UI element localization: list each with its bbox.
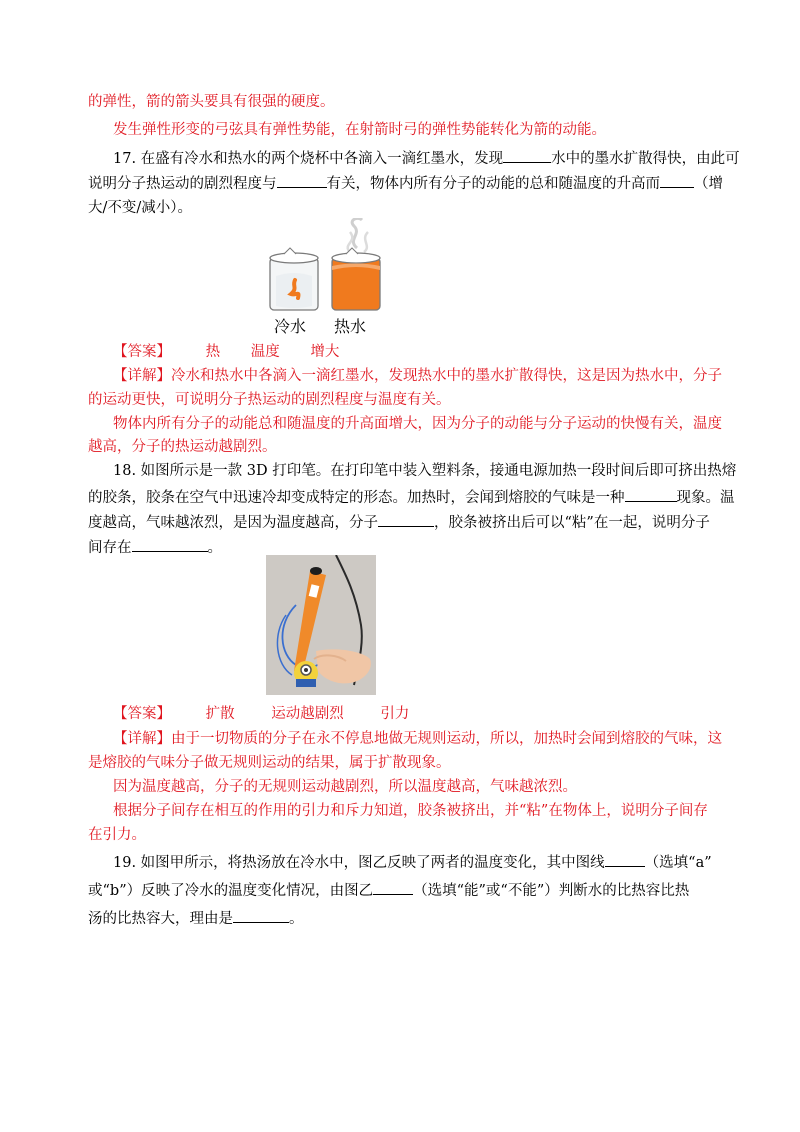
3d-pen-photo xyxy=(266,555,376,695)
continued-explanation: 的弹性，箭的箭头要具有很强的硬度。 xyxy=(88,94,335,110)
question-17-line-3: 大/不变/减小）。 xyxy=(88,200,193,216)
detail-label: 【详解】 xyxy=(113,368,171,384)
question-17-line-1: 17. 在盛有冷水和热水的两个烧杯中各滴入一滴红墨水，发现 水中的墨水扩散得快，由此可 xyxy=(113,148,753,169)
detail-18-line-3: 因为温度越高，分子的无规则运动越剧烈，所以温度越高，气味越浓烈。 xyxy=(113,779,577,795)
answer-blank[interactable] xyxy=(373,880,413,895)
answer-label: 【答案】 xyxy=(113,344,171,360)
hot-water-label: 热水 xyxy=(334,317,367,336)
question-19-line-1: 19. 如图甲所示，将热汤放在冷水中，图乙反映了两者的温度变化，其中图线 （选填“a” xyxy=(113,852,753,873)
question-18-line-4: 间存在 。 xyxy=(88,537,728,558)
cold-water-label: 冷水 xyxy=(274,317,307,336)
answer-value: 温度 xyxy=(250,344,280,360)
detail-17-line-3: 物体内所有分子的动能总和随温度的升高面增大，因为分子的动能与分子运动的快慢有关，温度 xyxy=(113,416,722,432)
explanation-line: 发生弹性形变的弓弦具有弹性势能，在射箭时弓的弹性势能转化为箭的动能。 xyxy=(113,122,606,138)
answer-value: 热 xyxy=(205,344,221,360)
detail-18-line-2: 是熔胶的气味分子做无规则运动的结果，属于扩散现象。 xyxy=(88,755,451,771)
detail-17-line-2: 的运动更快，可说明分子热运动的剧烈程度与温度有关。 xyxy=(88,392,451,408)
question-18-line-1: 18. 如图所示是一款 3D 打印笔。在打印笔中装入塑料条，接通电源加热一段时间后即可挤出热熔 xyxy=(113,463,737,479)
answer-value: 增大 xyxy=(310,344,340,360)
answer-value: 扩散 xyxy=(205,706,235,722)
answer-blank[interactable] xyxy=(378,512,434,527)
answer-blank[interactable] xyxy=(277,173,327,188)
answer-value: 运动越剧烈 xyxy=(271,706,344,722)
answer-value: 引力 xyxy=(380,706,410,722)
question-18-line-3: 度越高，气味越浓烈，是因为温度越高，分子 ，胶条被挤出后可以“粘”在一起，说明分子 xyxy=(88,512,728,533)
answer-17 xyxy=(113,342,753,362)
detail-18-line-4: 根据分子间存在相互的作用的引力和斥力知道，胶条被挤出，并“粘”在物体上，说明分子间存 xyxy=(113,803,708,819)
detail-17-line-4: 越高，分子的热运动越剧烈。 xyxy=(88,439,277,455)
answer-blank[interactable] xyxy=(660,173,694,188)
answer-blank[interactable] xyxy=(132,537,208,552)
answer-blank[interactable] xyxy=(625,487,677,502)
detail-17-line-1: 【详解】冷水和热水中各滴入一滴红墨水，发现热水中的墨水扩散得快，这是因为热水中，分子 xyxy=(113,368,722,384)
answer-18 xyxy=(113,704,753,724)
question-19-line-2: 或“b”）反映了冷水的温度变化情况，由图乙 （选填“能”或“不能”）判断水的比热容比热 xyxy=(88,880,728,901)
question-19-line-3: 汤的比热容大，理由是 。 xyxy=(88,908,728,929)
detail-18-line-5: 在引力。 xyxy=(88,827,146,843)
3d-pen-illustration xyxy=(266,555,376,695)
detail-label: 【详解】 xyxy=(113,731,171,747)
beakers-figure xyxy=(262,218,392,338)
answer-blank[interactable] xyxy=(233,908,289,923)
answer-blank[interactable] xyxy=(605,852,645,867)
answer-blank[interactable] xyxy=(503,148,551,163)
detail-18-line-1: 【详解】由于一切物质的分子在永不停息地做无规则运动，所以，加热时会闻到熔胶的气味，这 xyxy=(113,731,722,747)
question-18-line-2: 的胶条，胶条在空气中迅速冷却变成特定的形态。加热时，会闻到熔胶的气味是一种 现象。温 xyxy=(88,487,728,508)
answer-label: 【答案】 xyxy=(113,706,171,722)
question-17-line-2: 说明分子热运动的剧烈程度与 有关，物体内所有分子的动能的总和随温度的升高而 （增 xyxy=(88,173,728,194)
